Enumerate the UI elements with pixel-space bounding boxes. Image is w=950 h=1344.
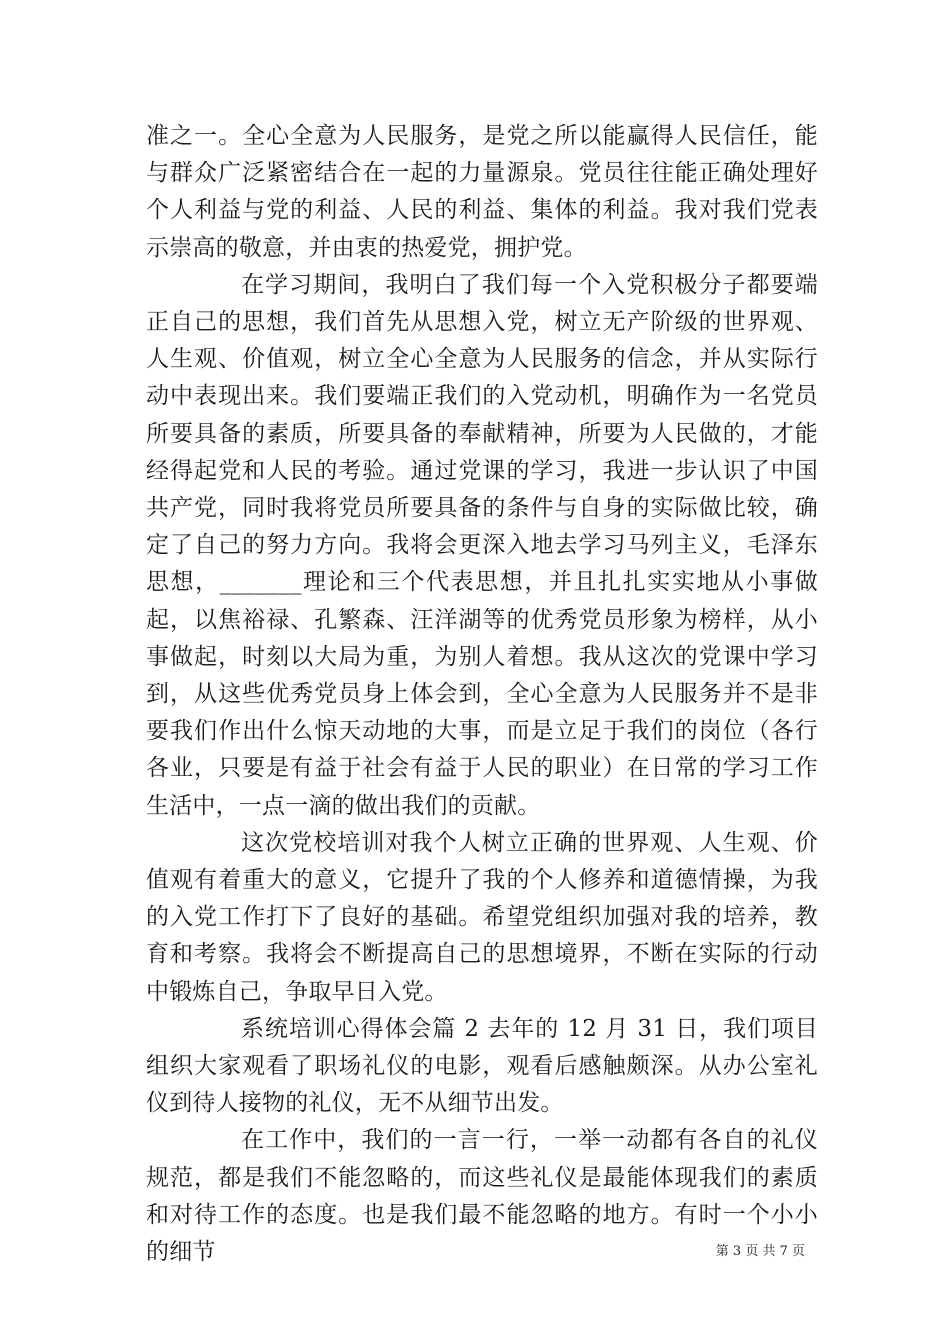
paragraph-5: 在工作中，我们的一言一行，一举一动都有各自的礼仪规范，都是我们不能忽略的，而这些礼仪是最能体现我们的素质和对待工作的态度。也是我们最不能忽略的地方。有时一个小小的细节 — [146, 1127, 818, 1266]
paragraph-4: 系统培训心得体会篇 2 去年的 12 月 31 日，我们项目组织大家观看了职场礼仪的电影，观看后感触颇深。从办公室礼仪到待人接物的礼仪，无不从细节出发。 — [146, 1015, 818, 1117]
paragraph-2: 在学习期间，我明白了我们每一个入党积极分子都要端正自己的思想，我们首先从思想入党，树立无产阶级的世界观、人生观、价值观，树立全心全意为人民服务的信念，并从实际行动中表现出来。我们要端正我们的入党动机，明确作为一名党员所要具备的素质，所要具备的奉献精神，所要为人民做的，才能经得起党和人民的考验。通过党课的学习，我进一步认识了中国共产党，同时我将党员所要具备的条件与自身的实际做比较，确定了自己的努力方向。我将会更深入地去学习马列主义，毛泽东思想，_______理论和三个代表思想，并且扎扎实实地从小事做起，以焦裕禄、孔繁森、汪洋湖等的优秀党员形象为榜样，从小事做起，时刻以大局为重，为别人着想。我从这次的党课中学习到，从这些优秀党员身上体会到，全心全意为人民服务并不是非要我们作出什么惊天动地的大事，而是立足于我们的岗位（各行各业，只要是有益于社会有益于人民的职业）在日常的学习工作生活中，一点一滴的做出我们的贡献。 — [146, 271, 818, 819]
document-body — [146, 118, 818, 1271]
page-number-footer: 第 3 页 共 7 页 — [715, 1244, 805, 1259]
paragraph-1: 准之一。全心全意为人民服务，是党之所以能赢得人民信任，能与群众广泛紧密结合在一起的力量源泉。党员往往能正确处理好个人利益与党的利益、人民的利益、集体的利益。我对我们党表示崇高的敬意，并由衷的热爱党，拥护党。 — [146, 123, 818, 261]
paragraph-3: 这次党校培训对我个人树立正确的世界观、人生观、价值观有着重大的意义，它提升了我的个人修养和道德情操，为我的入党工作打下了良好的基础。希望党组织加强对我的培养，教育和考察。我将会不断提高自己的思想境界，不断在实际的行动中锻炼自己，争取早日入党。 — [146, 829, 818, 1005]
